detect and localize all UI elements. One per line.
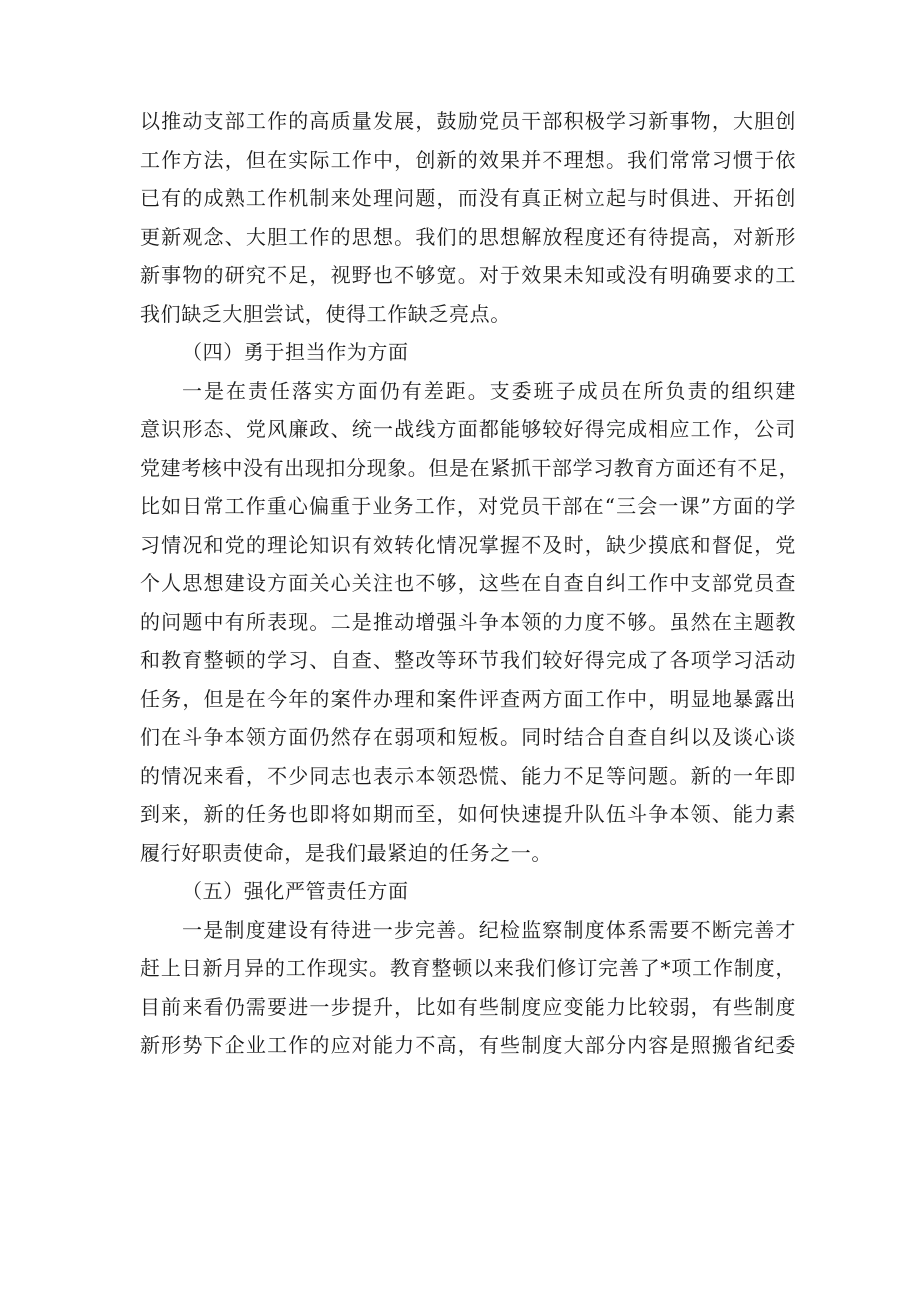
text-line: 和教育整顿的学习、自查、整改等环节我们较好得完成了各项学习活动: [140, 648, 796, 672]
text-line: 工作方法，但在实际工作中，创新的效果并不理想。我们常常习惯于依: [140, 147, 796, 172]
text-line: 以推动支部工作的高质量发展，鼓励党员干部积极学习新事物，大胆创: [140, 109, 796, 133]
text-line: 履行好职责使命，是我们最紧迫的任务之一。: [140, 840, 552, 865]
section-heading: （五）强化严管责任方面: [182, 879, 409, 903]
text-line: 目前来看仍需要进一步提升，比如有些制度应变能力比较弱，有些制度: [140, 994, 796, 1019]
text-line: 任务，但是在今年的案件办理和案件评查两方面工作中，明显地暴露出: [140, 686, 796, 711]
text-line: 个人思想建设方面关心关注也不够，这些在自查自纠工作中支部党员查: [140, 571, 796, 595]
text-line: 党建考核中没有出现扣分现象。但是在紧抓干部学习教育方面还有不足，: [140, 455, 800, 480]
paragraph-first-line: 一是在责任落实方面仍有差距。支委班子成员在所负责的组织建: [182, 378, 796, 403]
text-line: 更新观念、大胆工作的思想。我们的思想解放程度还有待提高，对新形: [140, 224, 796, 249]
paragraph-first-line: 一是制度建设有待进一步完善。纪检监察制度体系需要不断完善才: [182, 917, 796, 942]
text-line: 已有的成熟工作机制来处理问题，而没有真正树立起与时俱进、开拓创: [140, 186, 796, 210]
text-line: 习情况和党的理论知识有效转化情况掌握不及时，缺少摸底和督促，党: [140, 532, 796, 557]
text-line: 赶上日新月异的工作现实。教育整顿以来我们修订完善了*项工作制度，: [140, 956, 796, 980]
text-line: 们在斗争本领方面仍然存在弱项和短板。同时结合自查自纠以及谈心谈: [140, 725, 796, 749]
text-line: 我们缺乏大胆尝试，使得工作缺乏亮点。: [140, 301, 511, 326]
text-line: 新事物的研究不足，视野也不够宽。对于效果未知或没有明确要求的工: [140, 263, 796, 287]
text-line: 的问题中有所表现。二是推动增强斗争本领的力度不够。虽然在主题教: [140, 609, 796, 634]
document-body: [140, 102, 800, 1065]
text-line: 比如日常工作重心偏重于业务工作，对党员干部在“三会一课”方面的学: [140, 494, 796, 518]
text-line: 意识形态、党风廉政、统一战线方面都能够较好得完成相应工作，公司: [140, 417, 796, 441]
text-line: 的情况来看，不少同志也表示本领恐慌、能力不足等问题。新的一年即: [140, 763, 796, 788]
section-heading: （四）勇于担当作为方面: [182, 340, 409, 364]
text-line: 到来，新的任务也即将如期而至，如何快速提升队伍斗争本领、能力素: [140, 802, 796, 826]
text-line: 新形势下企业工作的应对能力不高，有些制度大部分内容是照搬省纪委: [140, 1033, 796, 1057]
